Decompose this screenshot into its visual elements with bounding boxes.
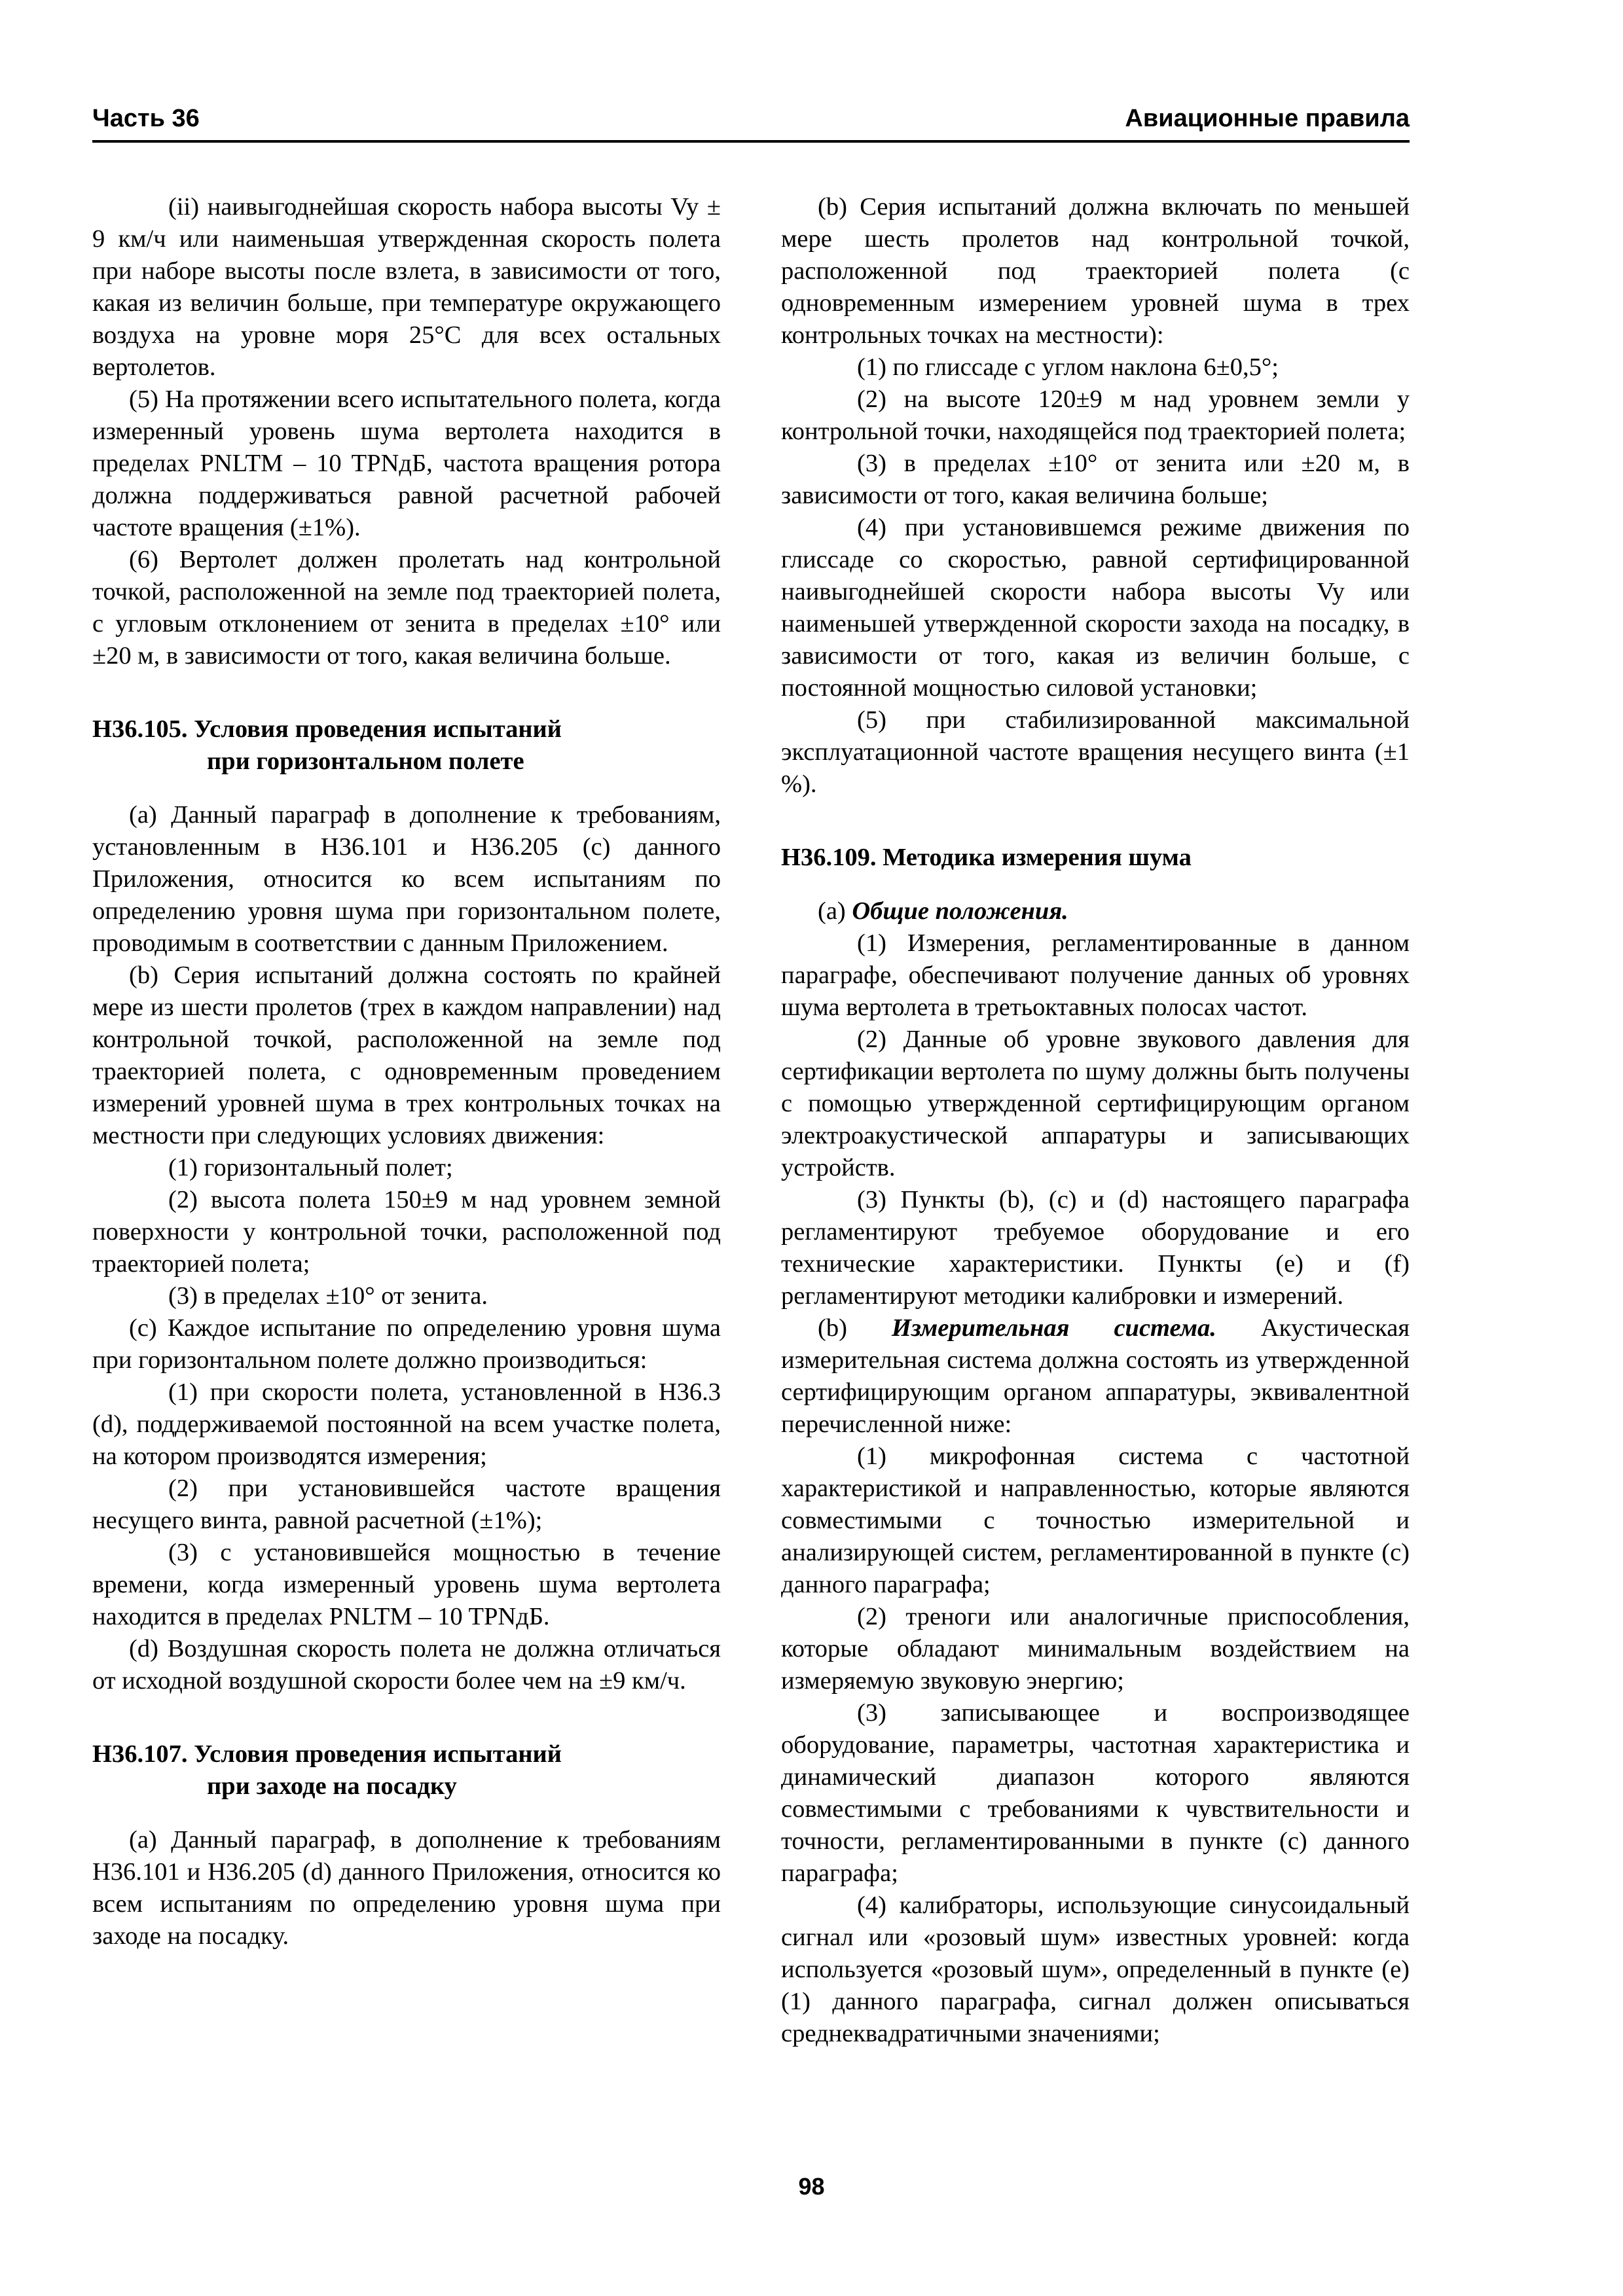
paragraph-6: (6) Вертолет должен пролетать над контрольной точкой, расположенной на земле под траекторией полета, с угловым отклонением от зенита в пределах ±10° или ±20 м, в зависимости от того, какая величина больше. (92, 546, 721, 670)
heading-line-1: Н36.107. Условия проведения испытаний (92, 1740, 562, 1768)
item-109-a-2: (2) Данные об уровне звукового давления для сертификации вертолета по шуму должны быть получены с помощью утвержденной сертифицирующим органом электроакустической аппаратуры и записывающих устройств. (781, 1026, 1410, 1181)
label-109-b: (b) (818, 1314, 847, 1342)
item-107-b-3: (3) в пределах ±10° от зенита или ±20 м, в зависимости от того, какая величина больше; (781, 450, 1410, 509)
item-107-b-4: (4) при установившемся режиме движения по глиссаде со скоростью, равной сертифицированной наивыгоднейшей скорости набора высоты Vy или наименьшей утвержденной скорости захода на посадку, в зависимости от того, какая из величин больше, с постоянной мощностью силовой установки; (781, 514, 1410, 702)
item-109-a-3: (3) Пункты (b), (с) и (d) настоящего параграфа регламентируют требуемое оборудование и его технические характеристики. Пункты (е) и (f) регламентируют методики калибровки и измерений. (781, 1186, 1410, 1310)
left-column (92, 191, 721, 1952)
paragraph-ii: (ii) наивыгоднейшая скорость набора высоты Vy ± 9 км/ч или наименьшая утвержденная скорость полета при наборе высоты после взлета, в зависимости от того, какая из величин больше, при температуре окружающего воздуха на уровне моря 25°С для всех остальных вертолетов. (92, 193, 721, 381)
paragraph-105-a: (а) Данный параграф в дополнение к требованиям, установленным в Н36.101 и Н36.205 (с) данного Приложения, относится ко всем испытаниям по определению уровня шума при горизонтальном полете, проводимым в соответствии с данным Приложением. (92, 801, 721, 957)
item-107-b-1: (1) по глиссаде с углом наклона 6±0,5°; (857, 353, 1279, 381)
right-column (781, 191, 1410, 2050)
header-part: Часть 36 (92, 105, 200, 132)
heading-line-2: при заходе на посадку (207, 1772, 457, 1800)
page-number: 98 (798, 2173, 825, 2200)
item-107-b-5: (5) при стабилизированной максимальной эксплуатационной частоте вращения несущего винта (±1 %). (781, 706, 1410, 798)
paragraph-109-b (781, 1312, 1410, 1441)
title-109-b: Измерительная система. (891, 1314, 1216, 1342)
title-109-a: Общие положения. (852, 897, 1068, 925)
item-107-b-2: (2) на высоте 120±9 м над уровнем земли у контрольной точки, находящейся под траекторией полета; (781, 386, 1410, 445)
heading-line-2: при горизонтальном полете (207, 747, 524, 775)
heading-line-1: Н36.105. Условия проведения испытаний (92, 715, 562, 743)
paragraph-107-a: (а) Данный параграф, в дополнение к требованиям Н36.101 и Н36.205 (d) данного Приложения, относится ко всем испытаниям по определению уровня шума при заходе на посадку. (92, 1826, 721, 1950)
paragraph-105-c: (с) Каждое испытание по определению уровня шума при горизонтальном полете должно производиться: (92, 1314, 721, 1374)
section-heading-h36-109: Н36.109. Методика измерения шума (781, 844, 1192, 871)
item-105-c-1: (1) при скорости полета, установленной в Н36.3 (d), поддерживаемой постоянной на всем участке полета, на котором производятся измерения; (92, 1378, 721, 1470)
item-109-b-4: (4) калибраторы, использующие синусоидальный сигнал или «розовый шум» известных уровней: когда используется «розовый шум», определенный в пункте (е)(1) данного параграфа, сигнал должен описываться среднеквадратичными значениями; (781, 1892, 1410, 2047)
item-109-b-1: (1) микрофонная система с частотной характеристикой и направленностью, которые являются совместимыми с точностью измерительной и анализирующей систем, регламентированной в пункте (с) данного параграфа; (781, 1443, 1410, 1598)
section-heading-h36-107 (92, 1738, 721, 1803)
item-109-b-3: (3) записывающее и воспроизводящее оборудование, параметры, частотная характеристика и динамический диапазон которого являются совместимыми с требованиями к чувствительности и точности, регламентированными в пункте (с) данного параграфа; (781, 1699, 1410, 1887)
item-109-b-2: (2) треноги или аналогичные приспособления, которые обладают минимальным воздействием на измеряемую звуковую энергию; (781, 1603, 1410, 1695)
item-105-b-1: (1) горизонтальный полет; (168, 1154, 453, 1181)
section-heading-h36-105 (92, 713, 721, 778)
item-105-b-2: (2) высота полета 150±9 м над уровнем земной поверхности у контрольной точки, расположенной под траекторией полета; (92, 1186, 721, 1278)
header-title: Авиационные правила (1125, 105, 1410, 132)
paragraph-105-b: (b) Серия испытаний должна состоять по крайней мере из шести пролетов (трех в каждом направлении) над контрольной точкой, расположенной на земле под траекторией полета, с одновременным проведением измерений уровней шума в трех контрольных точках на местности при следующих условиях движения: (92, 961, 721, 1149)
label-109-a: (а) (818, 897, 846, 925)
item-109-a-1: (1) Измерения, регламентированные в данном параграфе, обеспечивают получение данных об уровнях шума вертолета в третьоктавных полосах частот. (781, 929, 1410, 1021)
paragraph-105-d: (d) Воздушная скорость полета не должна отличаться от исходной воздушной скорости более чем на ±9 км/ч. (92, 1635, 721, 1695)
header-rule (92, 140, 1410, 143)
item-105-c-3: (3) с установившейся мощностью в течение времени, когда измеренный уровень шума вертолета находится в пределах PNLTM – 10 TPNдБ. (92, 1539, 721, 1630)
paragraph-109-a (781, 895, 1410, 927)
paragraph-5: (5) На протяжении всего испытательного полета, когда измеренный уровень шума вертолета находится в пределах PNLTM – 10 TPNдБ, частота вращения ротора должна поддерживаться равной расчетной рабочей частоте вращения (±1%). (92, 386, 721, 541)
item-105-b-3: (3) в пределах ±10° от зенита. (168, 1282, 488, 1310)
item-105-c-2: (2) при установившейся частоте вращения несущего винта, равной расчетной (±1%); (92, 1475, 721, 1534)
text-109-b: Акустическая измерительная система должна состоять из утвержденной сертифицирующим органом аппаратуры, эквивалентной перечисленной ниже: (781, 1314, 1410, 1438)
paragraph-107-b: (b) Серия испытаний должна включать по меньшей мере шесть пролетов над контрольной точкой, расположенной под траекторией полета (с одновременным измерением уровней шума в трех контрольных точках на местности): (781, 193, 1410, 349)
